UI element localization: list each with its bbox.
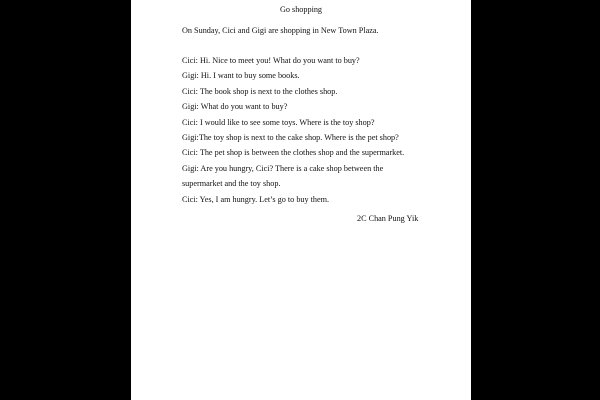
- dialogue-line: Gigi: Are you hungry, Cici? There is a cake shop between the: [182, 163, 384, 173]
- intro-paragraph: On Sunday, Cici and Gigi are shopping in New Town Plaza.: [182, 26, 379, 35]
- dialogue-line: supermarket and the toy shop.: [182, 179, 281, 189]
- dialogue-line: Cici: I would like to see some toys. Where is the toy shop?: [182, 117, 375, 127]
- dialogue-line: Cici: The pet shop is between the clothes shop and the supermarket.: [182, 148, 405, 158]
- dialogue-line: Gigi:The toy shop is next to the cake shop. Where is the pet shop?: [182, 132, 399, 142]
- dialogue-line: Cici: Hi. Nice to meet you! What do you want to buy?: [182, 56, 360, 65]
- document-title: Go shopping: [279, 5, 323, 14]
- document-page: [131, 0, 471, 400]
- dialogue-line: Gigi: What do you want to buy?: [182, 102, 288, 112]
- dialogue-line: Gigi: Hi. I want to buy some books.: [182, 71, 300, 81]
- dialogue-list: [182, 56, 404, 210]
- author-signature: 2C Chan Pung Yik: [357, 214, 419, 223]
- dialogue-line: Cici: Yes, I am hungry. Let’s go to buy them.: [182, 194, 330, 204]
- dialogue-line: Cici: The book shop is next to the clothes shop.: [182, 86, 338, 96]
